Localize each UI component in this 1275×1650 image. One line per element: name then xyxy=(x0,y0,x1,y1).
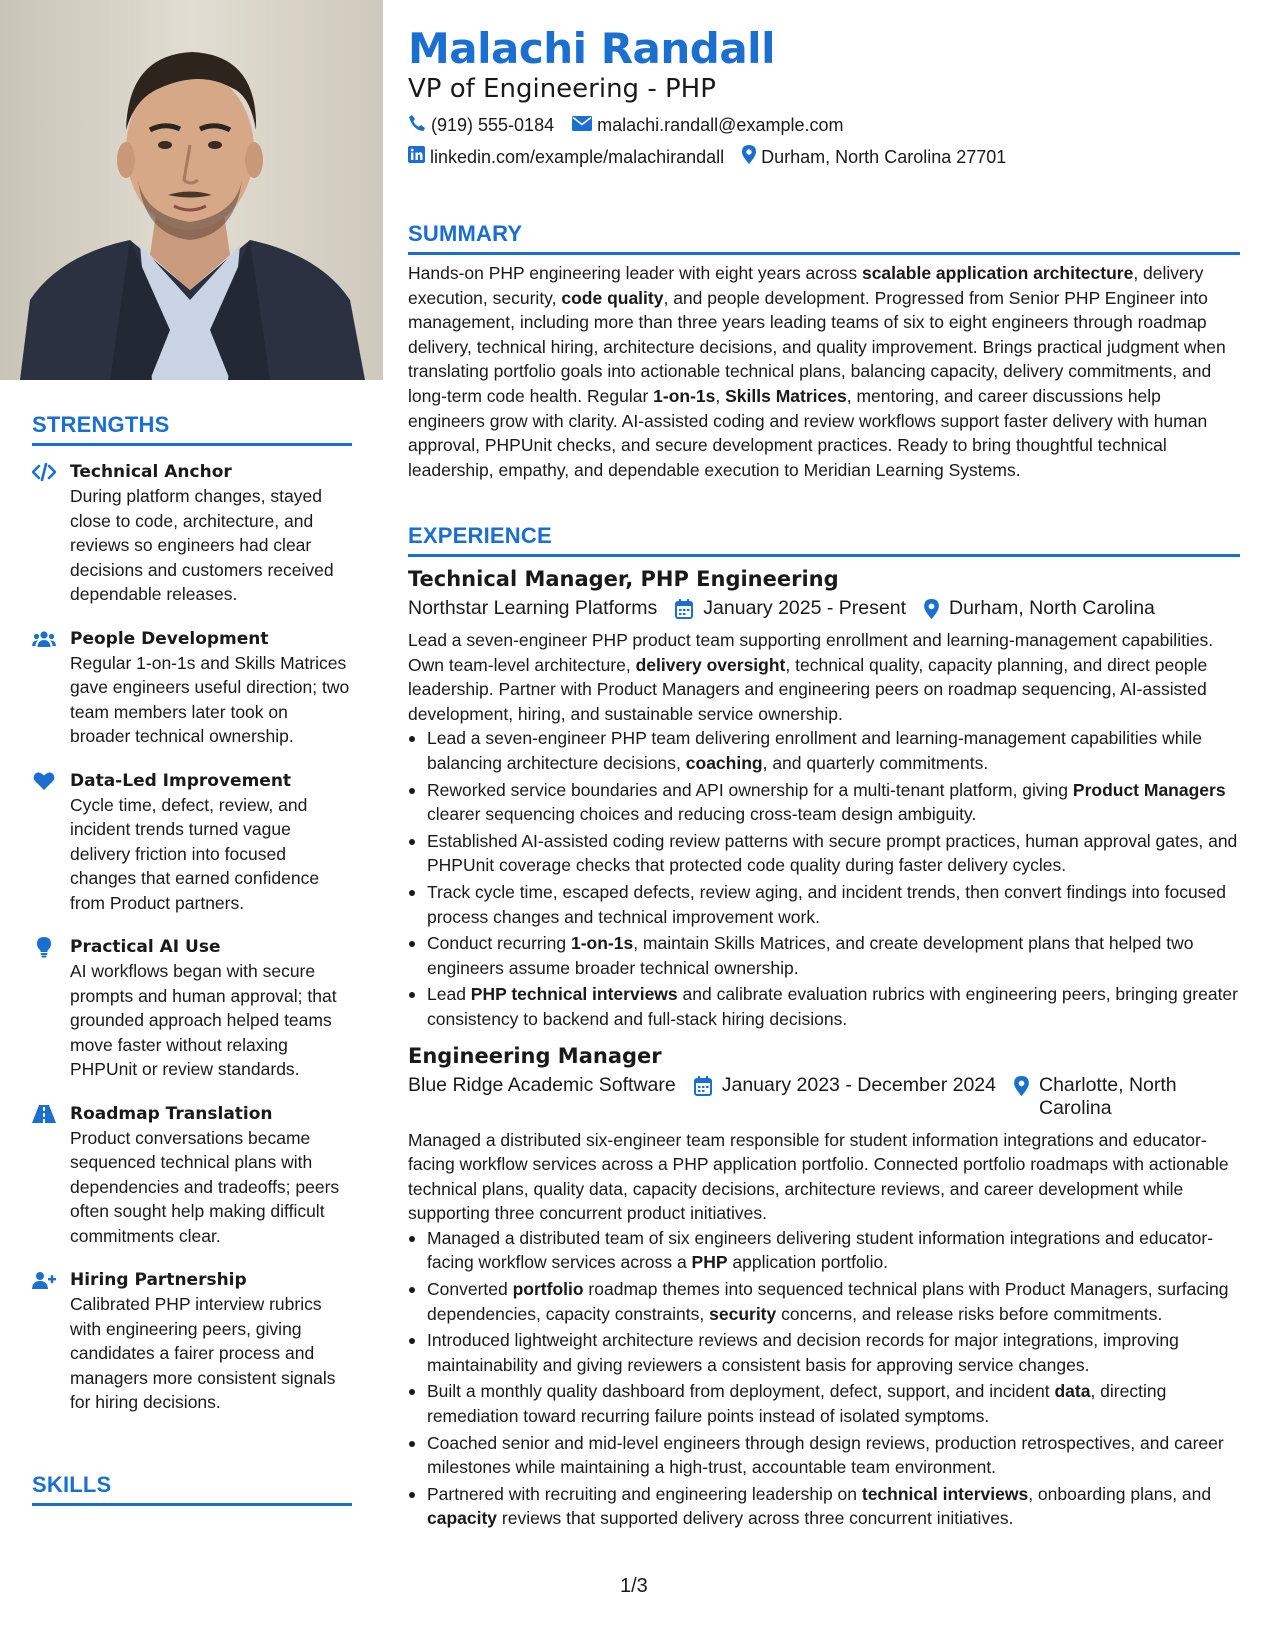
linkedin-text[interactable]: linkedin.com/example/malachirandall xyxy=(430,146,725,167)
strength-title: People Development xyxy=(70,628,269,649)
company-text: Blue Ridge Academic Software xyxy=(408,1073,676,1096)
heart-icon xyxy=(32,771,56,791)
job-summary: Managed a distributed six-engineer team responsible for student information integrations and educator-facing workflow services across a PHP application portfolio. Connected portfolio roadmaps with actionable technical plans, quality data, capacity decisions, architecture reviews, and career development while supporting three concurrent product initiatives. xyxy=(408,1129,1229,1224)
email-text[interactable]: malachi.randall@example.com xyxy=(597,115,844,135)
road-icon xyxy=(32,1104,56,1124)
strength-desc: Cycle time, defect, review, and incident trends turned vague delivery friction into focused changes that earned confidence from Product partners. xyxy=(70,794,320,913)
strength-item xyxy=(32,1268,352,1415)
strength-desc: Regular 1-on-1s and Skills Matrices gave engineers useful direction; two team members later took on broader technical ownership. xyxy=(70,652,350,746)
dates-text: January 2023 - December 2024 xyxy=(721,1073,996,1096)
bullet-item: Coached senior and mid-level engineers through design reviews, production retrospectives, and career milestones while maintaining a high-trust, accountable team environment. xyxy=(408,1431,1240,1480)
email-contact[interactable] xyxy=(572,115,843,136)
company-name xyxy=(408,1074,676,1097)
strength-desc: Product conversations became sequenced technical plans with dependencies and tradeoffs; peers often sought help making difficult commitments clear. xyxy=(70,1127,340,1246)
strength-item xyxy=(32,460,352,607)
phone-text: (919) 555-0184 xyxy=(431,115,555,135)
map-pin-icon xyxy=(924,599,939,619)
bullet-item: Track cycle time, escaped defects, review aging, and incident trends, then convert findings into focused process changes and technical improvement work. xyxy=(408,880,1240,929)
dates-text: January 2025 - Present xyxy=(703,597,906,619)
strength-title: Practical AI Use xyxy=(70,937,221,957)
contact-row-2 xyxy=(408,145,1024,169)
job-dates xyxy=(675,597,906,620)
job-location xyxy=(924,597,1155,620)
company-text: Northstar Learning Platforms xyxy=(408,597,658,619)
location-text: Durham, North Carolina xyxy=(948,597,1155,619)
strength-desc: Calibrated PHP interview rubrics with engineering peers, giving candidates a fairer process and managers more consistent signals for hiring decisions. xyxy=(70,1294,336,1412)
bullet-item: Managed a distributed team of six engineers delivering student information integrations and educator-facing workflow services across a PHP application portfolio. xyxy=(408,1226,1240,1275)
strength-desc: AI workflows began with secure prompts and human approval; that grounded approach helped teams move faster without relaxing PHPUnit or review standards. xyxy=(70,961,337,1079)
location-text: Durham, North Carolina 27701 xyxy=(761,146,1007,167)
bullet-item: Established AI-assisted coding review patterns with secure prompt practices, human approval gates, and PHPUnit coverage checks that protected code quality during faster delivery cycles. xyxy=(408,829,1240,878)
bullet-item: Built a monthly quality dashboard from deployment, defect, support, and incident data, directing remediation toward recurring failure points instead of isolated symptoms. xyxy=(408,1379,1240,1428)
strength-title: Hiring Partnership xyxy=(70,1270,247,1290)
sidebar xyxy=(0,0,383,1650)
linkedin-icon xyxy=(408,146,430,168)
strength-title: Roadmap Translation xyxy=(70,1103,273,1124)
job-bullets xyxy=(408,1226,1240,1531)
experience-section xyxy=(408,523,1240,1533)
summary-section xyxy=(408,221,1240,482)
strength-item xyxy=(32,1102,352,1249)
skills-section xyxy=(32,1472,352,1506)
phone-icon xyxy=(408,114,431,137)
job-summary: Lead a seven-engineer PHP product team supporting enrollment and learning-management capabilities. Own team-level architecture, delivery oversight, technical quality, capacity planning, and direct people leadership. Partner with Product Managers and engineering peers on roadmap sequencing, AI-assisted development, hiring, and sustainable service ownership. xyxy=(408,630,1214,724)
bullet-item: Reworked service boundaries and API ownership for a multi-tenant platform, giving Product Managers clearer sequencing choices and reducing cross-team design ambiguity. xyxy=(408,778,1240,827)
bullet-item: Converted portfolio roadmap themes into sequenced technical plans with Product Managers, surfacing dependencies, capacity constraints, security concerns, and release risks before commitments. xyxy=(408,1277,1240,1326)
strengths-list xyxy=(32,460,352,1415)
bullet-item: Introduced lightweight architecture reviews and decision records for major integrations, improving maintainability and giving reviewers a consistent basis for approving service changes. xyxy=(408,1328,1240,1377)
linkedin-contact[interactable] xyxy=(408,146,724,168)
job-dates xyxy=(694,1074,996,1097)
strength-item xyxy=(32,627,352,749)
lightbulb-icon xyxy=(32,937,56,957)
contact-row-1 xyxy=(408,114,861,137)
code-icon xyxy=(32,462,56,482)
map-pin-icon xyxy=(1014,1076,1029,1096)
job-entry xyxy=(408,1044,1240,1532)
page-number: 1/3 xyxy=(620,1575,648,1597)
skills-heading: SKILLS xyxy=(32,1472,352,1506)
bullet-item: Lead PHP technical interviews and calibrate evaluation rubrics with engineering peers, bringing greater consistency to backend and full-stack hiring decisions. xyxy=(408,982,1240,1031)
strengths-heading: STRENGTHS xyxy=(32,412,352,446)
bullet-item: Lead a seven-engineer PHP team delivering enrollment and learning-management capabilities while balancing architecture decisions, coaching, and quarterly commitments. xyxy=(408,726,1240,775)
candidate-title: VP of Engineering - PHP xyxy=(408,74,716,104)
summary-heading: SUMMARY xyxy=(408,221,1240,255)
strength-desc: During platform changes, stayed close to code, architecture, and reviews so engineers had clear decisions and customers received dependable releases. xyxy=(70,486,334,604)
strength-title: Data-Led Improvement xyxy=(70,770,292,791)
experience-heading: EXPERIENCE xyxy=(408,523,1240,557)
strengths-section xyxy=(32,412,352,1435)
strength-title: Technical Anchor xyxy=(70,462,232,482)
calendar-icon xyxy=(675,599,693,619)
map-pin-icon xyxy=(742,145,761,169)
job-bullets xyxy=(408,726,1240,1031)
calendar-icon xyxy=(694,1076,712,1096)
summary-text: Hands-on PHP engineering leader with eight years across scalable application architecture, delivery execution, security, code quality, and people development. Progressed from Senior PHP Engineer into management, including more than three years leading teams of six to eight engineers through roadmap delivery, technical hiring, architecture decisions, and quality improvement. Brings practical judgment when translating portfolio goals into actionable technical plans, balancing capacity, delivery commitments, and long-term code health. Regular 1-on-1s, Skills Matrices, mentoring, and career discussions help engineers grow with clarity. AI-assisted coding and review workflows support faster delivery with human approval, PHPUnit checks, and secure development practices. Ready to bring thoughtful technical leadership, empathy, and dependable execution to Meridian Learning Systems. xyxy=(408,263,1226,480)
job-title: Technical Manager, PHP Engineering xyxy=(408,567,839,591)
strength-item xyxy=(32,769,352,916)
profile-photo xyxy=(0,0,383,380)
envelope-icon xyxy=(572,115,597,136)
strength-item xyxy=(32,935,352,1082)
job-meta xyxy=(408,1074,1240,1120)
phone-contact xyxy=(408,114,554,137)
user-plus-icon xyxy=(32,1270,56,1290)
bullet-item: Conduct recurring 1-on-1s, maintain Skills Matrices, and create development plans that helped two engineers assume broader technical ownership. xyxy=(408,931,1240,980)
bullet-item: Partnered with recruiting and engineering leadership on technical interviews, onboarding plans, and capacity reviews that supported delivery across three concurrent initiatives. xyxy=(408,1482,1240,1531)
job-entry xyxy=(408,567,1240,1032)
users-icon xyxy=(32,629,56,649)
job-title: Engineering Manager xyxy=(408,1043,662,1068)
location-text: Charlotte, North Carolina xyxy=(1038,1073,1177,1119)
job-location xyxy=(1014,1074,1204,1120)
company-name xyxy=(408,597,657,620)
candidate-name: Malachi Randall xyxy=(408,24,775,73)
job-meta xyxy=(408,597,1240,620)
location-contact xyxy=(742,145,1006,169)
